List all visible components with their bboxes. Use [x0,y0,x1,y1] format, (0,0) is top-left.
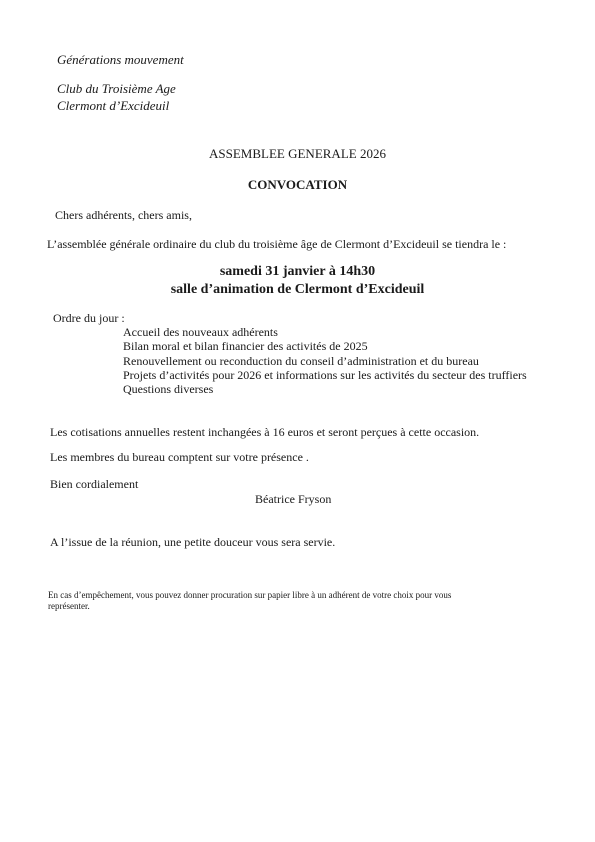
signature-name: Béatrice Fryson [255,492,332,506]
agenda-item: Questions diverses [123,382,214,396]
footnote-line: En cas d’empêchement, vous pouvez donner procuration sur papier libre à un adhérent de votre choix pour vous [48,590,452,600]
closing-salutation: Bien cordialement [50,477,139,491]
agenda-item: Renouvellement ou reconduction du conseil d’administration et du bureau [123,354,479,368]
agenda-item: Accueil des nouveaux adhérents [123,325,278,339]
agenda-heading: Ordre du jour : [53,311,125,325]
agenda-item: Bilan moral et bilan financier des activités de 2025 [123,339,368,353]
greeting: Chers adhérents, chers amis, [55,208,192,222]
event-place: salle d’animation de Clermont d’Excideuil [170,282,425,297]
document-title: ASSEMBLEE GENERALE 2026 [209,146,386,161]
intro-text: L’assemblée générale ordinaire du club du troisième âge de Clermont d’Excideuil se tiendra le : [47,237,507,251]
club-name: Club du Troisième Age [57,81,176,96]
club-location: Clermont d’Excideuil [57,98,170,113]
footnote-line: représenter. [48,601,90,611]
document-subtitle: CONVOCATION [247,177,348,192]
dues-notice: Les cotisations annuelles restent inchangées à 16 euros et seront perçues à cette occasion. [50,425,480,439]
association-name: Générations mouvement [57,52,184,67]
event-date: samedi 31 janvier à 14h30 [219,264,376,279]
presence-notice: Les membres du bureau comptent sur votre présence . [50,450,309,464]
agenda-item: Projets d’activités pour 2026 et informations sur les activités du secteur des truffiers [123,368,527,382]
treat-notice: A l’issue de la réunion, une petite douceur vous sera servie. [50,535,336,549]
